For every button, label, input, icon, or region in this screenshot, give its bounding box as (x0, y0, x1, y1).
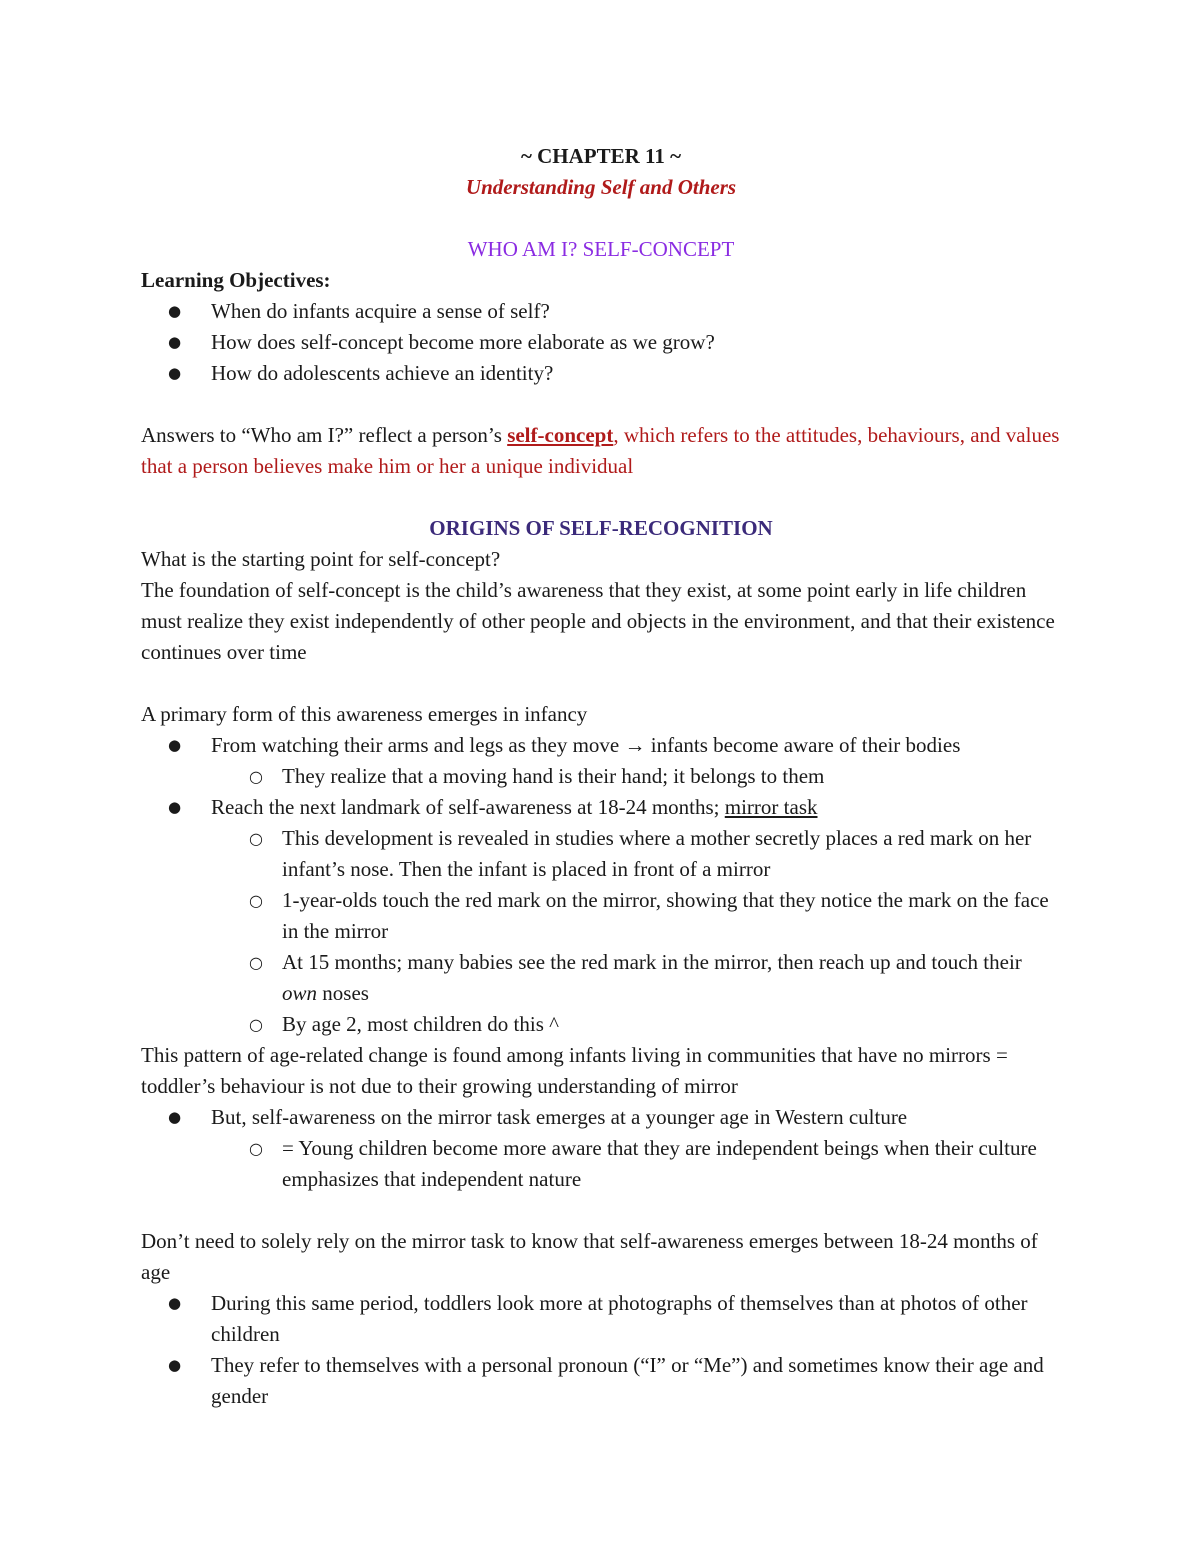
dont-need-paragraph: Don’t need to solely rely on the mirror task to know that self-awareness emerges between 18-24 months of age (141, 1229, 1038, 1284)
objective-item: ● How does self-concept become more elaborate as we grow? (141, 327, 1061, 358)
infancy-list (141, 730, 1061, 1040)
chapter-heading: ~ CHAPTER 11 ~ (520, 144, 682, 168)
culture-list (141, 1102, 1061, 1195)
sub-list-item (141, 947, 1061, 1009)
document-content (141, 141, 1061, 1412)
chapter-subtitle: Understanding Self and Others (465, 175, 737, 199)
definition-text: , which refers to the attitudes, behaviours, and values that a person believes make him or her a unique individual (141, 423, 1060, 478)
section-title-self-concept: WHO AM I? SELF-CONCEPT (467, 237, 735, 261)
sub-list-item-text: noses (317, 981, 369, 1005)
list-item: ● They refer to themselves with a personal pronoun (“I” or “Me”) and sometimes know their age and gender (141, 1350, 1061, 1412)
list-item-text: But, self-awareness on the mirror task emerges at a younger age in Western culture (211, 1105, 908, 1129)
mirror-task-term: mirror task (724, 795, 818, 819)
foundation-paragraph: The foundation of self-concept is the child’s awareness that they exist, at some point early in life children must realize they exist independently of other people and objects in the environment, and that their existence continues over time (141, 578, 1055, 664)
list-item (141, 792, 1061, 1040)
definition-intro: Answers to “Who am I?” reflect a person’s (141, 423, 508, 447)
sub-list-item: ○ By age 2, most children do this ^ (141, 1009, 1061, 1040)
objectives-list (141, 296, 1061, 389)
self-concept-definition (141, 420, 1061, 482)
emphasis-own: own (282, 981, 318, 1005)
objective-item: ● When do infants acquire a sense of self? (141, 296, 1061, 327)
sub-list-item: ○ This development is revealed in studies where a mother secretly places a red mark on her infant’s nose. Then the infant is placed in front of a mirror (141, 823, 1061, 885)
list-item (141, 1102, 1061, 1195)
primary-form-paragraph: A primary form of this awareness emerges in infancy (141, 702, 588, 726)
sub-list (211, 1133, 1061, 1195)
section-title-origins: ORIGINS OF SELF-RECOGNITION (429, 516, 773, 540)
pattern-paragraph: This pattern of age-related change is found among infants living in communities that have no mirrors = toddler’s behaviour is not due to their growing understanding of mirror (141, 1043, 1008, 1098)
starting-point-question: What is the starting point for self-concept? (141, 547, 501, 571)
evidence-list (141, 1288, 1061, 1412)
list-item-text: Reach the next landmark of self-awareness at 18-24 months; (211, 795, 725, 819)
objective-item: ● How do adolescents achieve an identity? (141, 358, 1061, 389)
sub-list-item: ○ = Young children become more aware that they are independent beings when their culture emphasizes that independent nature (141, 1133, 1061, 1195)
sub-list (211, 761, 1061, 792)
objectives-label: Learning Objectives: (141, 268, 331, 292)
sub-list (211, 823, 1061, 1040)
sub-list-item: ○ They realize that a moving hand is their hand; it belongs to them (141, 761, 1061, 792)
list-item (141, 730, 1061, 792)
list-item-text: From watching their arms and legs as they move → infants become aware of their bodies (211, 733, 961, 757)
list-item: ● During this same period, toddlers look more at photographs of themselves than at photos of other children (141, 1288, 1061, 1350)
self-concept-term: self-concept (507, 423, 614, 447)
sub-list-item: ○ 1-year-olds touch the red mark on the mirror, showing that they notice the mark on the face in the mirror (141, 885, 1061, 947)
sub-list-item-text: At 15 months; many babies see the red mark in the mirror, then reach up and touch their (282, 950, 1022, 974)
